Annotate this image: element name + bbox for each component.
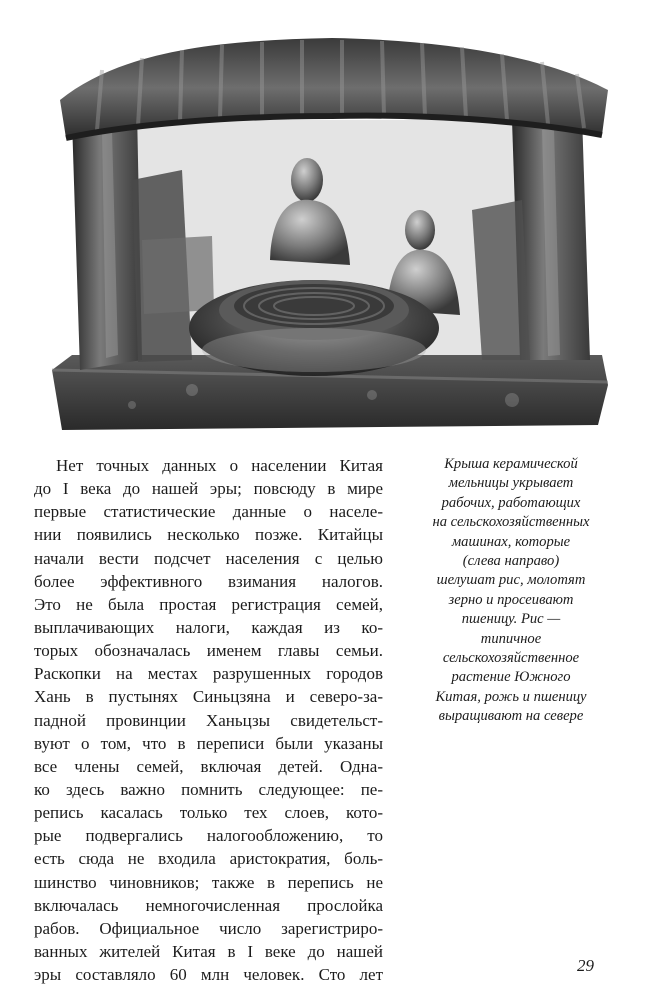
body-line: выплачивающих налоги, каждая из ко- xyxy=(34,617,383,637)
ceramic-mill-photo xyxy=(42,10,618,442)
body-line: торых обозначалась именем главы семьи. xyxy=(34,641,383,661)
body-line: Нет точных данных о населении Китая xyxy=(56,456,383,475)
caption-line: рабочих, работающих xyxy=(441,494,581,511)
body-line: нии появились несколько позже. Китайцы xyxy=(34,525,383,545)
caption-line: (слева направо) xyxy=(462,553,560,570)
caption-line: на сельскохозяйственных xyxy=(432,514,590,531)
body-line: более эффективного взимания налогов. xyxy=(34,571,383,591)
body-line: шинство чиновников; также в перепись не xyxy=(34,872,383,892)
body-line: рые подвергались налогообложению, то xyxy=(34,826,383,846)
page-number: 29 xyxy=(577,956,594,975)
caption-line: Китая, рожь и пшеницу xyxy=(435,688,587,705)
body-line: ванных жителей Китая в I веке до нашей xyxy=(34,941,383,961)
body-line: есть сюда не входила аристократия, боль- xyxy=(34,849,383,869)
body-line: рабов. Официальное число зарегистриро- xyxy=(34,918,383,938)
photo-figure xyxy=(42,10,618,442)
caption-line: типичное xyxy=(480,630,542,647)
caption-line: сельскохозяйственное xyxy=(442,650,580,667)
body-line: падной провинции Ханьцзы свидетельст- xyxy=(34,710,383,730)
body-line: все члены семей, включая детей. Одна- xyxy=(34,756,383,776)
caption-line: растение Южного xyxy=(451,669,571,686)
body-line: начали вести подсчет населения с целью xyxy=(34,548,383,568)
body-line: Раскопки на местах разрушенных городов xyxy=(34,664,383,684)
caption-line: пшеницу. Рис — xyxy=(461,611,561,628)
body-line: ко здесь важно помнить следующее: пе- xyxy=(34,779,383,799)
body-line: репись касалась только тех слоев, кото- xyxy=(34,803,383,823)
body-line: до I века до нашей эры; повсюду в мире xyxy=(34,479,383,499)
caption-line: выращивают на севере xyxy=(438,708,584,725)
caption-line: шелушат рис, молотят xyxy=(436,572,586,589)
body-line: Хань в пустынях Синьцзяна и северо-за- xyxy=(34,687,383,707)
body-text xyxy=(34,454,383,986)
caption-line: мельницы укрывает xyxy=(448,475,574,492)
body-line: эры составляло 60 млн человек. Сто лет xyxy=(34,965,383,985)
body-line: Это не была простая регистрация семей, xyxy=(34,594,383,614)
caption-line: Крыша керамической xyxy=(444,456,578,472)
caption-line: машинах, которые xyxy=(451,533,571,550)
body-line: первые статистические данные о населе- xyxy=(34,502,383,522)
body-line: включалась немногочисленная прослойка xyxy=(34,895,383,915)
body-line: вуют о том, что в переписи были указаны xyxy=(34,733,383,753)
photo-caption xyxy=(398,455,624,727)
caption-line: зерно и просеивают xyxy=(448,591,574,608)
